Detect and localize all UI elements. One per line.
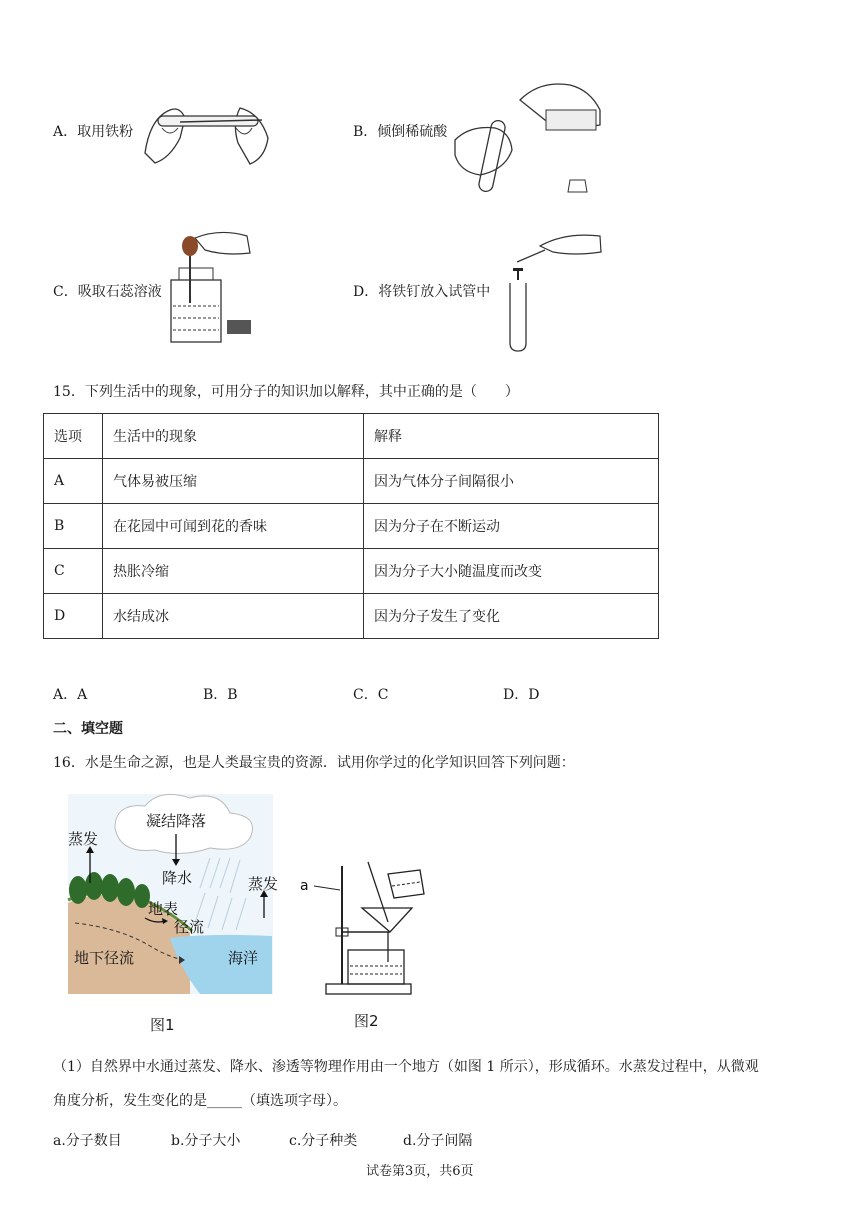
q14-option-b: B．倾倒稀硫酸 [353, 124, 448, 140]
q16-part1-line1: （1）自然界中水通过蒸发、降水、渗透等物理作用由一个地方（如图 1 所示），形成循环。水蒸发过程中，从微观 [53, 1059, 759, 1075]
table-row [44, 594, 659, 639]
page-footer: 试卷第3页，共6页 [366, 1164, 474, 1179]
q15-stem: 15．下列生活中的现象，可用分子的知识加以解释，其中正确的是（ ） [53, 384, 519, 400]
q16-stem: 16．水是生命之源，也是人类最宝贵的资源．试用你学过的化学知识回答下列问题： [53, 755, 575, 771]
fig1-label-condense: 凝结降落 [146, 812, 207, 830]
table-cell: 因为分子发生了变化 [364, 594, 659, 639]
q14-option-d: D．将铁钉放入试管中 [353, 284, 491, 300]
fig1-label-ground: 地下径流 [74, 949, 135, 967]
q16-choice-a: a.分子数目 [53, 1133, 122, 1149]
table-cell: 水结成冰 [103, 594, 364, 639]
q15-answer-a: A．A [53, 687, 88, 703]
section-heading: 二、填空题 [53, 721, 123, 737]
q15-answer-c: C．C [353, 687, 389, 703]
iron-nail-illustration [505, 228, 605, 353]
table-cell: 因为分子大小随温度而改变 [364, 549, 659, 594]
table-row [44, 459, 659, 504]
q16-part1-line2: 角度分析，发生变化的是_____（填选项字母）。 [53, 1093, 347, 1109]
q15-table [43, 413, 659, 639]
fig1-label-runoff: 径流 [174, 918, 205, 936]
fig1-caption: 图1 [150, 1016, 175, 1034]
fig2-label-a: a [300, 878, 309, 894]
table-header-row [44, 414, 659, 459]
q15-answer-d: D．D [503, 687, 540, 703]
fig1-label-ocean: 海洋 [228, 949, 259, 967]
pour-acid-illustration [450, 80, 605, 195]
fig1-label-surface: 地表 [148, 900, 179, 918]
q16-choice-c: c.分子种类 [289, 1133, 358, 1149]
q14-option-a: A．取用铁粉 [53, 124, 134, 140]
q16-choice-b: b.分子大小 [171, 1133, 241, 1149]
table-cell: 气体易被压缩 [103, 459, 364, 504]
table-cell: 热胀冷缩 [103, 549, 364, 594]
fig1-label-evap-left: 蒸发 [68, 830, 99, 848]
fig1-label-precip: 降水 [162, 869, 193, 887]
q14-option-c: C．吸取石蕊溶液 [53, 284, 162, 300]
q16-choice-d: d.分子间隔 [403, 1133, 473, 1149]
table-row [44, 504, 659, 549]
q15-answer-b: B．B [203, 687, 238, 703]
water-cycle-figure [60, 788, 280, 998]
iron-powder-illustration [140, 98, 275, 168]
filtration-apparatus-figure [296, 850, 436, 1000]
table-cell: 因为分子在不断运动 [364, 504, 659, 549]
litmus-dropper-illustration [165, 228, 255, 346]
table-cell: B [44, 504, 103, 549]
table-header-cell: 解释 [364, 414, 659, 459]
fig2-caption: 图2 [354, 1012, 379, 1030]
table-row [44, 549, 659, 594]
table-cell: 在花园中可闻到花的香味 [103, 504, 364, 549]
fig1-label-evap-right: 蒸发 [248, 875, 279, 893]
table-cell: D [44, 594, 103, 639]
table-header-cell: 选项 [44, 414, 103, 459]
table-cell: C [44, 549, 103, 594]
table-cell: 因为气体分子间隔很小 [364, 459, 659, 504]
table-cell: A [44, 459, 103, 504]
table-header-cell: 生活中的现象 [103, 414, 364, 459]
